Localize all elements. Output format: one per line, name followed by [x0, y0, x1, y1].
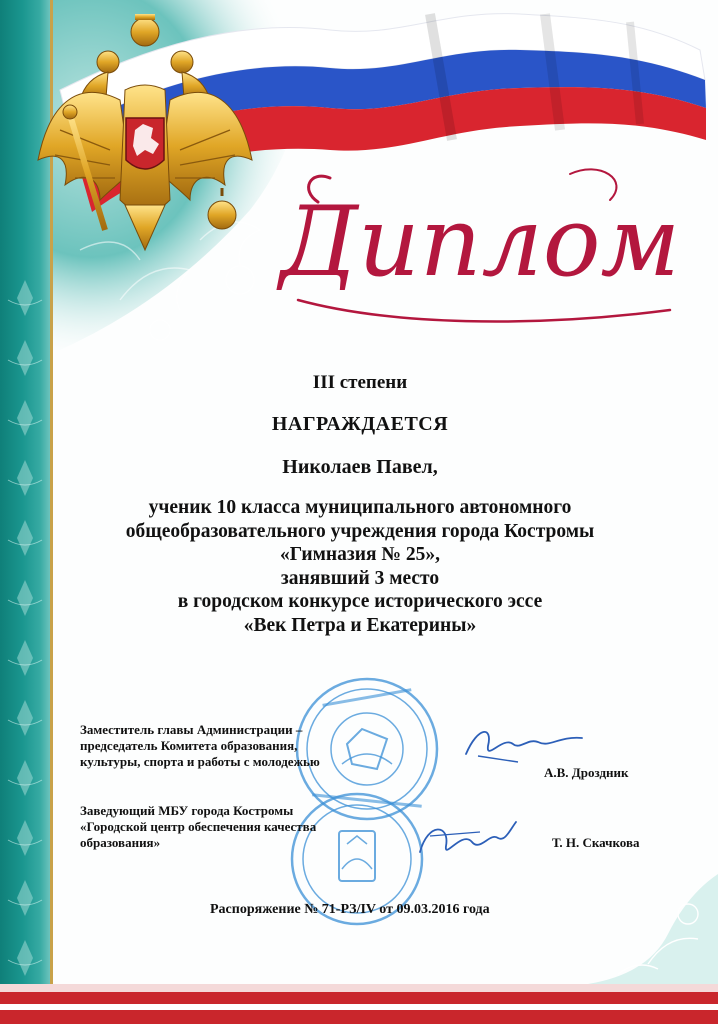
signatory-position-1 — [80, 722, 320, 770]
signatory-position-line: председатель Комитета образования, — [80, 738, 298, 753]
description-line: «Век Петра и Екатерины» — [243, 614, 477, 636]
award-heading: НАГРАЖДАЕТСЯ — [271, 413, 449, 435]
signatory-position-line: «Городской центр обеспечения качества — [80, 819, 317, 834]
description-line: занявший 3 место — [280, 567, 440, 589]
description-line: общеобразовательного учреждения города Костромы — [125, 520, 595, 542]
diploma-title — [270, 150, 690, 340]
coat-of-arms-icon — [30, 10, 260, 265]
description-line: в городском конкурсе исторического эссе — [177, 591, 543, 612]
order-reference: Распоряжение № 71-РЗ/IV от 09.03.2016 года — [210, 902, 490, 917]
degree-text: III степени — [312, 372, 408, 393]
signatory-position-2 — [80, 803, 316, 851]
signatory-position-line: Заместитель главы Администрации – — [80, 722, 303, 737]
signature-icon — [410, 812, 520, 872]
signatory-position-line: Заведующий МБУ города Костромы — [80, 803, 294, 818]
signatory-position-line: образования» — [80, 835, 161, 850]
description-line: ученик 10 класса муниципального автономного — [148, 497, 572, 518]
diploma-title-text: Диплом — [279, 186, 681, 298]
signatory-position-line: культуры, спорта и работы с молодежью — [80, 754, 320, 769]
teal-ornament-bottom-right — [588, 874, 718, 984]
recipient-name: Николаев Павел, — [282, 456, 438, 478]
signatory-name-2: Т. Н. Скачкова — [552, 835, 640, 850]
description-line: «Гимназия № 25», — [279, 544, 440, 565]
signatory-name-1: А.В. Дроздник — [544, 765, 629, 780]
bottom-flag-stripes — [0, 984, 718, 1024]
award-description — [60, 496, 660, 637]
